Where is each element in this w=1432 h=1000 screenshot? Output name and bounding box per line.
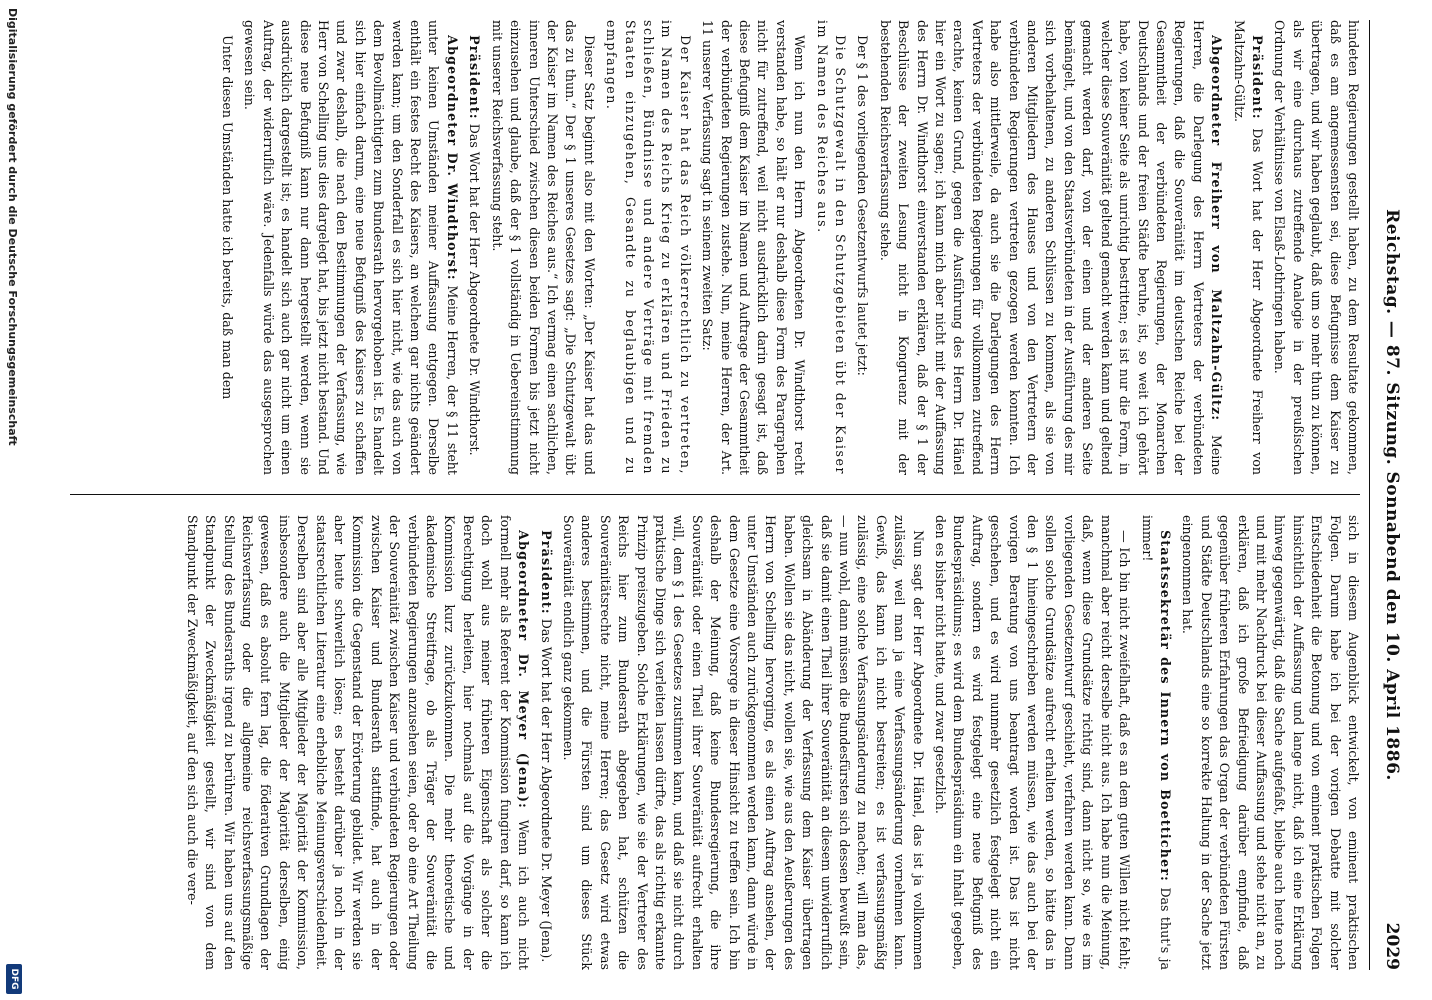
column-divider [70, 494, 1360, 495]
paragraph-text: Das Wort hat der Herr Abgeordnete Dr. Meyer (Jena). [538, 618, 554, 963]
speaker-label: Abgeordneter Dr. Windthorst: [444, 35, 460, 281]
paragraph: hindeten Regierungen gestellt haben, zu dem Resultate gekommen, daß es am angemessensten sei, diese Befugnisse dem Kaiser zu übertragen, und wir haben geglaubt, daß um so mehr thun zu können, als wir eine durchaus zutreffende Analogie in der preußischen Ordnung der Verhältnisse von Elsaß-Lothringen haben. [1272, 20, 1361, 475]
paragraph [875, 20, 1225, 475]
paragraph-text: Meine Herren, der § 11 steht unter keinen Umständen meiner Auffassung entgegen. Derselbe enthält ein festes Recht des Kaisers, an welchem gar nichts geändert werden kann; um den Sonderfall es sich hier nicht, wie das auch von dem Bevollmächtigten zum Bundesrath hervorgehoben ist. Es handelt sich hier einfach darum, eine neue Befugniß des Kaisers zu schaffen und zwar deshalb, die nach den Bestimmungen der Verfassung, wie Herr von Schelling uns dies dargelegt hat, bis jetzt nicht bestand. Und diese neue Befugniß kann nur dann hergestellt werden, wenn sie ausdrücklich dargestellt ist; es handelt sich auch gar nicht um einen Auftrag, der widerruflich wäre. Jedenfalls würde das ausgesprochen gewesen sein. [242, 20, 460, 475]
paragraph-text: Das Wort hat der Herr Abgeordnete Freiherr von Maltzahn-Gültz. [1231, 20, 1265, 475]
header-title: Reichstag. — 87. Sitzung. Sonnabend den 10. April 1886. [1382, 209, 1402, 781]
paragraph: Unter diesen Umständen hatte ich bereits, daß man dem [220, 35, 236, 400]
header-rule [1369, 20, 1370, 970]
page-number: 2029 [1382, 922, 1402, 970]
paragraph: Wenn ich nun den Herrn Abgeordneten Dr. Windthorst recht verstanden habe, so hält er nur deshalb diese Form des Paragraphen nicht für zutreffend, weil nicht ausdrücklich darin gesagt ist, daß diese Befugniß dem Kaiser im Namen und Auftrage der Gesammtheit der verbündeten Regierungen zustehe. Nun, meine Herren, der Art. 11 unserer Verfassung sagt in seinem zweiten Satz: [700, 20, 808, 475]
quotation: Der Kaiser hat das Reich völkerrechtlich zu vertreten, im Namen des Reichs Krieg zu erklären und Frieden zu schließen, Bündnisse und andere Verträge mit fremden Staaten einzugehen, Gesandte zu beglaubigen und zu empfangen. [604, 20, 693, 475]
paragraph: Dieser Satz beginnt also mit den Worten: „Der Kaiser hat das und das zu thun.“ Der § 1 unseres Gesetzes sagt: „Die Schutzgewalt übt der Kaiser im Namen des Reiches aus.“ Ich vermag einen sachlichen, inneren Unterschied zwischen diesen beiden Formen bis jetzt nicht einzusehen und glaube, daß der § 1 vollständig in Uebereinstimmung mit unserer Reichsverfassung steht. [489, 20, 597, 475]
paragraph [1137, 515, 1174, 970]
left-column [62, 20, 1362, 475]
paragraph [182, 515, 532, 970]
credit-text: Digitalisierung gefördert durch die Deutsche Forschungsgemeinschaft [6, 8, 19, 446]
digitization-credit [2, 0, 22, 1000]
paragraph: Nun sagt der Herr Abgeordnete Dr. Hänel, das ist ja vollkommen zulässig, weil man ja eine Verfassungsänderung vornehmen kann. Gewiß, das kann ich nicht bestreiten; es ist verfassungsmäßig zulässig, eine solche Verfassungsänderung zu machen; will man das, — nun wohl, dann müssen die Bundesfürsten sich dessen bewußt sein, daß sie damit einen Theil ihrer Souveränität an diesem unwiderruflich gleichsam in Abänderung der Verfassung dem Kaiser übertragen haben. Wollen sie das nicht, wollen sie, wie aus den Aeußerungen des Herrn von Schelling hervorging, es als einen Auftrag ansehen, der unter Umständen auch zurückgenommen werden kann, dann würde in dem Gesetze eine Vorsorge in dieser Hinsicht zu treffen sein. Ich bin deshalb der Meinung, daß keine Bundesregierung, die ihre Souveränität oder einen Theil ihrer Souveränität aufrecht erhalten will, dem § 1 des Gesetzes zustimmen kann, und daß sie nicht durch praktische Dinge sich verleiten lassen dürfte, das als richtig erkannte Prinzip preiszugeben. Solche Erklärungen, wie sie der Vertreter des Reichs hier zum Bundesrath abgegeben hat, schützen die Souveränitätsrechte nicht, meine Herren; das Gesetz wird etwas anderes bestimmen, und die Fürsten sind um dieses Stück Souveränität endlich ganz gekommen. [560, 515, 926, 970]
paragraph: Der § 1 des vorliegenden Gesetzentwurfs lautet jetzt: [855, 35, 871, 376]
paragraph [240, 20, 461, 475]
speaker-label: Präsident: [467, 35, 483, 120]
paragraph-text: Wenn ich auch nicht formell mehr als Referent der Kommission fungiren darf, so kann ich doch wohl aus meiner früheren Eigenschaft als solcher die Berechtigung herleiten, hier nochmals auf die Vorgänge in der Kommission kurz zurückzukommen. Die mehr theoretische und akademische Streitfrage, ob als Träger der Souveränität die verbündeten Regierungen anzusehen seien, oder ob eine Art Theilung der Souveränität zwischen Kaiser und verbündeten Regierungen oder zwischen Kaiser und Bundesrath stattfinde, hat auch in der Kommission die Gegenstand der Erörterung gebildet. Wir werden sie aber heute schwerlich lösen; es besteht darüber ja noch in der staatsrechtlichen Literatur eine erhebliche Meinungsverschiedenheit. Derselben sind aber alle Mitglieder der Majorität der Kommission, insbesondere auch die Mitglieder der Majorität derselben, einig gewesen, daß es absolut fern lag, die föderativen Grundlagen der Reichsverfassung oder die allgemeine reichsverfassungsmäßige Stellung des Bundesraths irgend zu berühren. Wir haben uns auf den Standpunkt der Zweckmäßigkeit gestellt, wir sind von dem Standpunkt der Zweckmäßigkeit, auf den sich auch die vere- [184, 515, 532, 970]
speaker-label: Präsident: [1249, 35, 1265, 120]
speaker-label: Staatssekretär des Innern von Boetticher: [1157, 530, 1173, 883]
paragraph-text: Das Wort hat der Herr Abgeordnete Dr. Windthorst. [467, 123, 483, 456]
speaker-label: Abgeordneter Freiherr von Maltzahn-Gültz: [1209, 35, 1225, 422]
right-column [62, 515, 1362, 970]
page-header [1374, 20, 1402, 970]
speaker-label: Abgeordneter Dr. Meyer (Jena): [516, 530, 532, 809]
paragraph [536, 515, 554, 970]
paragraph [465, 20, 483, 475]
speaker-label: Präsident: [538, 530, 554, 615]
dfg-logo: DFG [6, 964, 22, 994]
paragraph: sich in diesem Augenblick entwickelt, von eminent praktischen Folgen. Darum habe ich bei der vorigen Debatte mit solcher Entschiedenheit die Betonung und von eminent praktischen Folgen hinsichtlich der Auffassung und lange nicht, daß ich eine Erklärung hinweg gegenwärtig, daß die Sache aufgefaßt, bleibe auch heute noch und mit mehr Nachdruck bei dieser Auffassung und stehe nicht an, zu erklären, daß ich große Befriedigung darüber empfinde, daß gegenüber früheren Erfahrungen das Organ der verbündeten Fürsten und Städte Deutschlands eine so korrekte Haltung in der Sache jetzt eingenommen hat. [1180, 515, 1361, 970]
paragraph: — Ich bin nicht zweifelhaft, daß es an dem guten Willen nicht fehlt; manchmal aber reicht derselbe nicht aus. Ich habe nun die Meinung, daß, wenn diese Grundsätze richtig sind, dann nicht so, wie es im vorliegenden Gesetzentwurf geschieht, verfahren werden kann. Dann sollen solche Grundsätze aufrecht erhalten werden, so hätte das in den § 1 hineingeschrieben werden müssen, wie das auch bei der vorigen Beratung von uns beantragt worden ist. Das ist nicht geschehen, und es wird nunmehr gesetzlich festgelegt nicht ein Auftrag, sondern es wird festgelegt eine neue Befugniß des Bundespräsidiums; es wird dem Bundespräsidium ein Inhalt gegeben, den es bisher nicht hatte, und zwar gesetzlich. [933, 515, 1133, 970]
paragraph-text: Das thut's ja immer! [1139, 515, 1173, 970]
quotation: Die Schutzgewalt in den Schutzgebieten übt der Kaiser im Namen des Reiches aus. [814, 20, 849, 475]
paragraph-text: Meine Herren, die Darlegung des Herrn Vertreters der verbündeten Regierungen, daß die Souveränität im deutschen Reiche bei der Gesammtheit der verbündeten Regierungen, der Monarchen Deutschlands und der freien Städte beruhe, ist, so weit ich gehört habe, von keiner Seite als unrichtig bestritten; es ist nur die Form, in welcher diese Souveränität geltend gemacht werden kann und geltend gemacht werden darf, von der einen und der anderen Seite bemängelt, und von den Staatsverbündeten in der Ausführung des mir sich vorbehaltenen, zu anderen Schlüssen zu kommen, als sie von anderen Mitgliedern des Hauses und von den Vertretern der verbündeten Regierungen vertreten gezogen werden konnten. Ich habe also mittlerweile, da auch sie die Darlegungen des Herrn Vertreters der verbündeten Regierungen für vollkommen zutreffend erachte, keinen Grund, gegen die Ausführung des Herrn Dr. Hänel hier ein Wort zu sagen; ich kann mich aber nicht mit der Auffassung des Herrn Dr. Windthorst einverstanden erklären, daß der § 1 der Beschlüsse der zweiten Lesung nicht in Kongruenz mit der bestehenden Reichsverfassung stehe. [877, 20, 1225, 475]
paragraph [1229, 20, 1266, 475]
